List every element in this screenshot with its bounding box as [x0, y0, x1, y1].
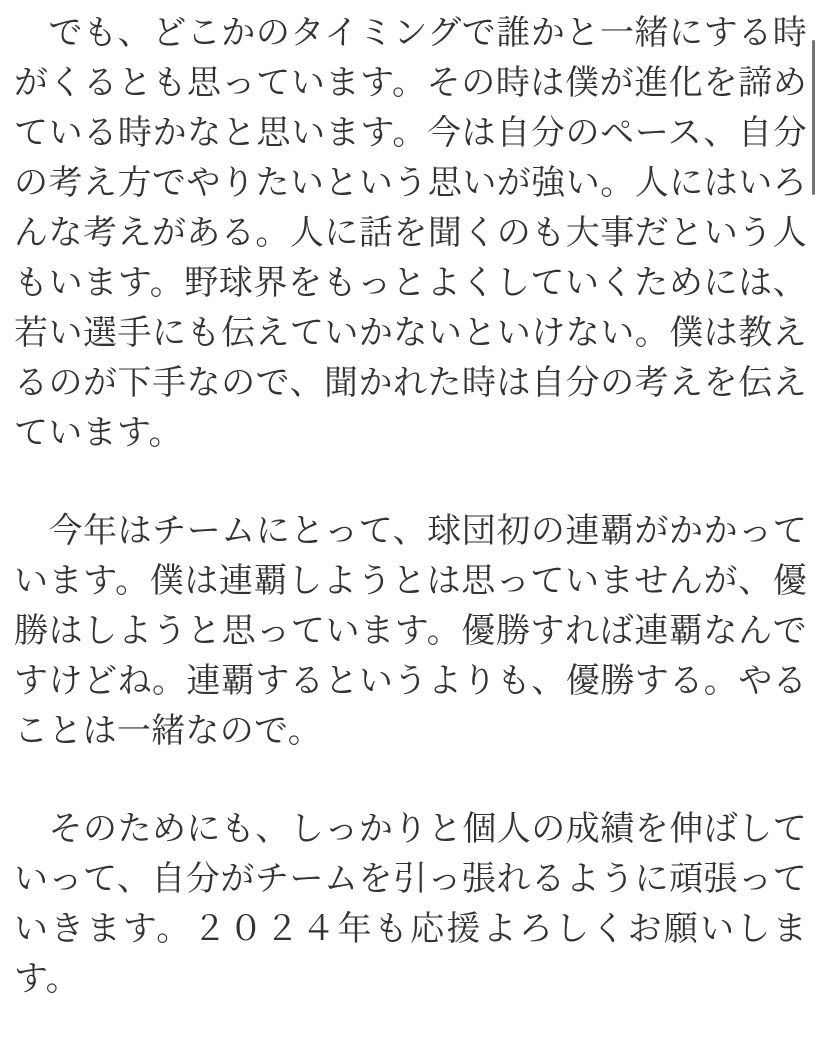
scrollbar-track[interactable] — [809, 0, 817, 1043]
paragraph: でも、どこかのタイミングで誰かと一緒にする時がくるとも思っています。その時は僕が進化を諦めている時かなと思います。今は自分のペース、自分の考え方でやりたいという思いが強い。人にはいろんな考えがある。人に話を聞くのも大事だという人もいます。野球界をもっとよくしていくためには、若い選手にも伝えていかないといけない。僕は教えるのが下手なので、聞かれた時は自分の考えを伝えています。 — [14, 14, 807, 452]
paragraph: 今年はチームにとって、球団初の連覇がかかっています。僕は連覇しようとは思っていませんが、優勝はしようと思っています。優勝すれば連覇なんですけどね。連覇するというよりも、優勝する。やることは一緒なので。 — [14, 512, 807, 750]
paragraph: そのためにも、しっかりと個人の成績を伸ばしていって、自分がチームを引っ張れるように頑張っていきます。２０２４年も応援よろしくお願いします。 — [14, 810, 807, 998]
scrollbar-thumb[interactable] — [812, 40, 815, 195]
